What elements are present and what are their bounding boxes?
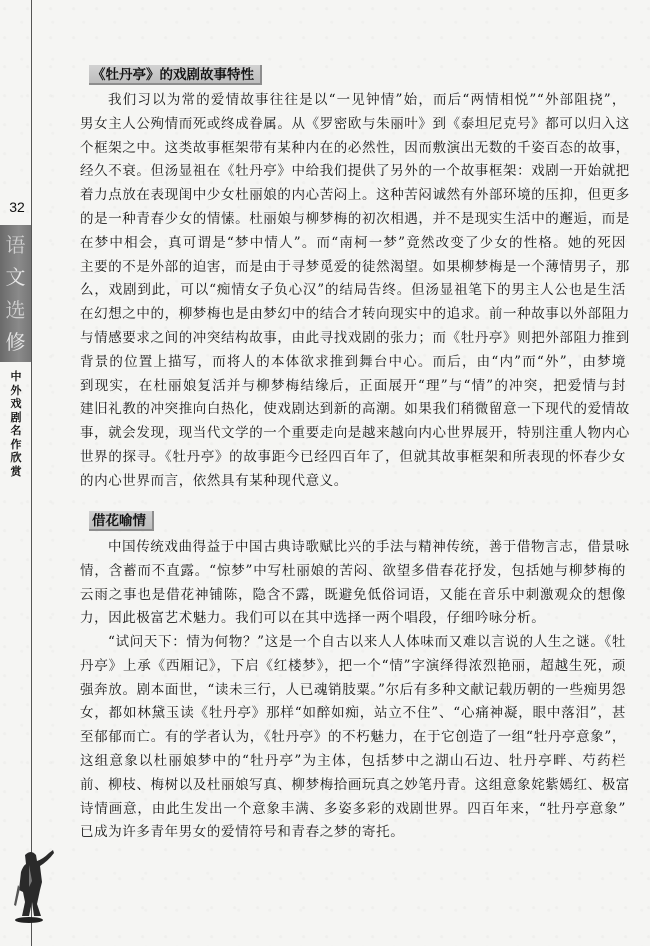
book-title-char: 剧 [10,410,22,424]
section-heading: 《牡丹亭》的戏剧故事特性 [89,65,262,85]
paragraph [80,89,630,494]
text-line: 力，因此极富艺术魅力。我们可以在其中选择一两个唱段，仔细吟咏分析。 [80,610,546,627]
text-line: 建旧礼教的冲突推向白热化，使戏剧达到新的高潮。如果我们稍微留意一下现代的爱情故 [80,401,630,418]
text-line: 诗情画意，由此生发出一个意象丰满、多姿多彩的戏剧世界。四百年来，“牡丹亭意象” [80,800,626,817]
paragraph [80,631,630,845]
text-line: 着力点放在表现闺中少女杜丽娘的内心苦闷上。这种苦闷诚然有外部环境的压抑，但更多 [80,187,630,204]
text-line: 个框架之中。这类故事框架带有某种内在的必然性，因而敷演出无数的千姿百态的故事， [80,139,630,156]
book-title-char: 外 [10,383,22,397]
text-line: 么，戏剧到此，可以“痴情女子负心汉”的结局告终。但汤显祖笔下的男主人公也是生活 [80,282,626,299]
series-char: 语 [5,233,26,258]
series-char: 修 [5,329,26,354]
series-char: 选 [5,297,26,322]
text-line: 在幻想之中的，柳梦梅也是由梦幻中的结合才转向现实中的追求。前一种故事以外部阻力 [80,306,630,323]
text-line: 的内心世界而言，依然具有某种现代意义。 [80,472,348,489]
book-title-char: 名 [10,424,22,437]
book-title-vertical [2,370,30,478]
book-title-char: 赏 [10,464,22,478]
text-line: 在梦中相会，真可谓是“梦中情人”。而“南柯一梦”竟然改变了少女的性格。她的死因 [80,234,626,251]
text-line: 前、柳枝、梅树以及杜丽娘写真、柳梦梅拾画玩真之妙笔丹青。这组意象姹紫嫣红、极富 [80,776,630,793]
text-line: 情，含蓄而不直露。“惊梦”中写杜丽娘的苦闷、欲望多借春花抒发，包括她与柳梦梅的 [80,562,626,579]
text-line: 强奔放。剧本面世，“读未三行，人已魂销肢粟。”尔后有多种文献记载历朝的一些痴男怨 [80,681,626,698]
text-line: 云雨之事也是借花神铺陈，隐含不露，既避免低俗词语，又能在音乐中刺激观众的想像 [80,586,626,603]
margin-rule [31,0,32,946]
section-heading: 借花喻情 [89,511,154,531]
text-line: 中国传统戏曲得益于中国古典诗歌赋比兴的手法与精神传统，善于借物言志，借景咏 [108,539,630,555]
series-band [0,225,31,362]
text-line: “试问天下：情为何物？”这是一个自古以来人人体味而又难以言说的人生之谜。《牡 [108,634,626,650]
text-line: 到现实，在杜丽娘复活并与柳梦梅结缘后，正面展开“理”与“情”的冲突，把爱情与封 [80,377,626,394]
series-char: 文 [5,265,26,290]
text-line: 女，都如林黛玉读《牡丹亭》那样“如醉如痴，站立不住”、“心痛神凝，眼中落泪”，甚 [80,705,626,722]
text-line: 事，就会发现，现当代文学的一个重要走向是越来越向内心世界展开，特别注重人物内心 [80,425,630,442]
text-line: 男女主人公殉情而死或终成眷属。从《罗密欧与朱丽叶》到《泰坦尼克号》都可以归入这 [80,115,630,132]
statue-figure-icon [5,845,60,925]
text-line: 世界的探寻。《牡丹亭》的故事距今已经四百年了，但就其故事框架和所表现的怀春少女 [80,448,626,465]
book-title-char: 作 [10,437,22,451]
book-title-char: 戏 [10,397,22,410]
text-line: 主要的不是外部的迫害，而是由于寻梦觅爱的徒然渴望。如果柳梦梅是一个薄情男子，那 [80,258,630,275]
book-title-char: 欣 [10,451,22,464]
text-line: 已成为许多青年男女的爱情符号和青春之梦的寄托。 [80,824,405,841]
text-line: 丹亭》上承《西厢记》，下启《红楼梦》，把一个“情”字演绎得浓烈艳丽，超越生死，顽 [80,657,626,674]
text-line: 我们习以为常的爱情故事往往是以“一见钟情”始，而后“两情相悦”“外部阻挠”， [108,92,626,108]
page-number: 32 [9,199,25,215]
text-line: 这组意象以杜丽娘梦中的“牡丹亭”为主体，包括梦中之湖山石边、牡丹亭畔、芍药栏 [80,752,626,769]
text-line: 经久不衰。但汤显祖在《牡丹亭》中给我们提供了另外的一个故事框架：戏剧一开始就把 [80,163,630,180]
text-line: 背景的位置上描写，而将人的本体欲求推到舞台中心。而后，由“内”而“外”，由梦境 [80,353,626,370]
paragraph [80,536,630,631]
text-line: 与情感要求之间的冲突结构故事，由此寻找戏剧的张力；而《牡丹亭》则把外部阻力推到 [80,329,630,346]
text-line: 至郁郁而亡。有的学者认为，《牡丹亭》的不朽魅力，在于它创造了一组“牡丹亭意象”， [80,729,626,746]
book-title-char: 中 [10,370,22,383]
text-line: 的是一种青春少女的情愫。杜丽娘与柳梦梅的初次相遇，并不是现实生活中的邂逅，而是 [80,210,630,227]
